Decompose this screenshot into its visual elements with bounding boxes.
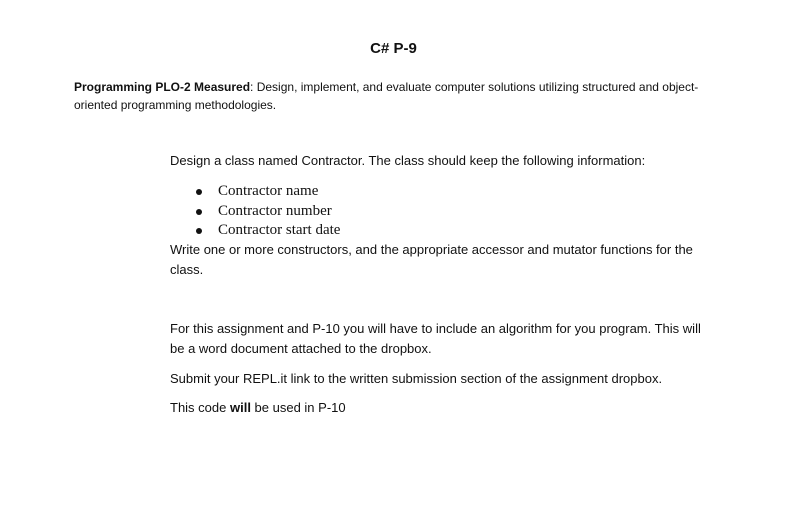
code-note-bold: will <box>229 400 251 415</box>
plo-statement <box>74 78 714 114</box>
algorithm-instruction: For this assignment and P-10 you will have to include an algorithm for you program. This will be a word document attached to the dropbox. <box>170 321 701 356</box>
plo-label: Programming PLO-2 Measured <box>74 80 251 94</box>
plo-text: : Design, implement, and evaluate computer solutions utilizing structured and object-oriented programming methodologies. <box>74 80 699 112</box>
bullet-icon <box>196 228 202 234</box>
page-title: C# P-9 <box>370 40 417 57</box>
code-note-after: be used in P-10 <box>250 400 346 415</box>
submit-instruction: Submit your REPL.it link to the written submission section of the assignment dropbox. <box>170 371 663 386</box>
list-item <box>192 221 340 241</box>
code-note <box>170 398 710 418</box>
list-item-label: Contractor number <box>218 202 332 219</box>
list-item <box>192 182 340 202</box>
code-note-before: This code <box>170 400 230 415</box>
bullet-icon <box>196 209 202 215</box>
bullet-icon <box>196 189 202 195</box>
list-item <box>192 202 340 222</box>
list-item-label: Contractor start date <box>218 222 341 238</box>
constructors-instruction: Write one or more constructors, and the appropriate accessor and mutator functions for the class. <box>170 242 693 277</box>
list-item-label: Contractor name <box>218 183 319 199</box>
class-intro: Design a class named Contractor. The class should keep the following information: <box>170 153 646 168</box>
info-list <box>192 182 340 241</box>
